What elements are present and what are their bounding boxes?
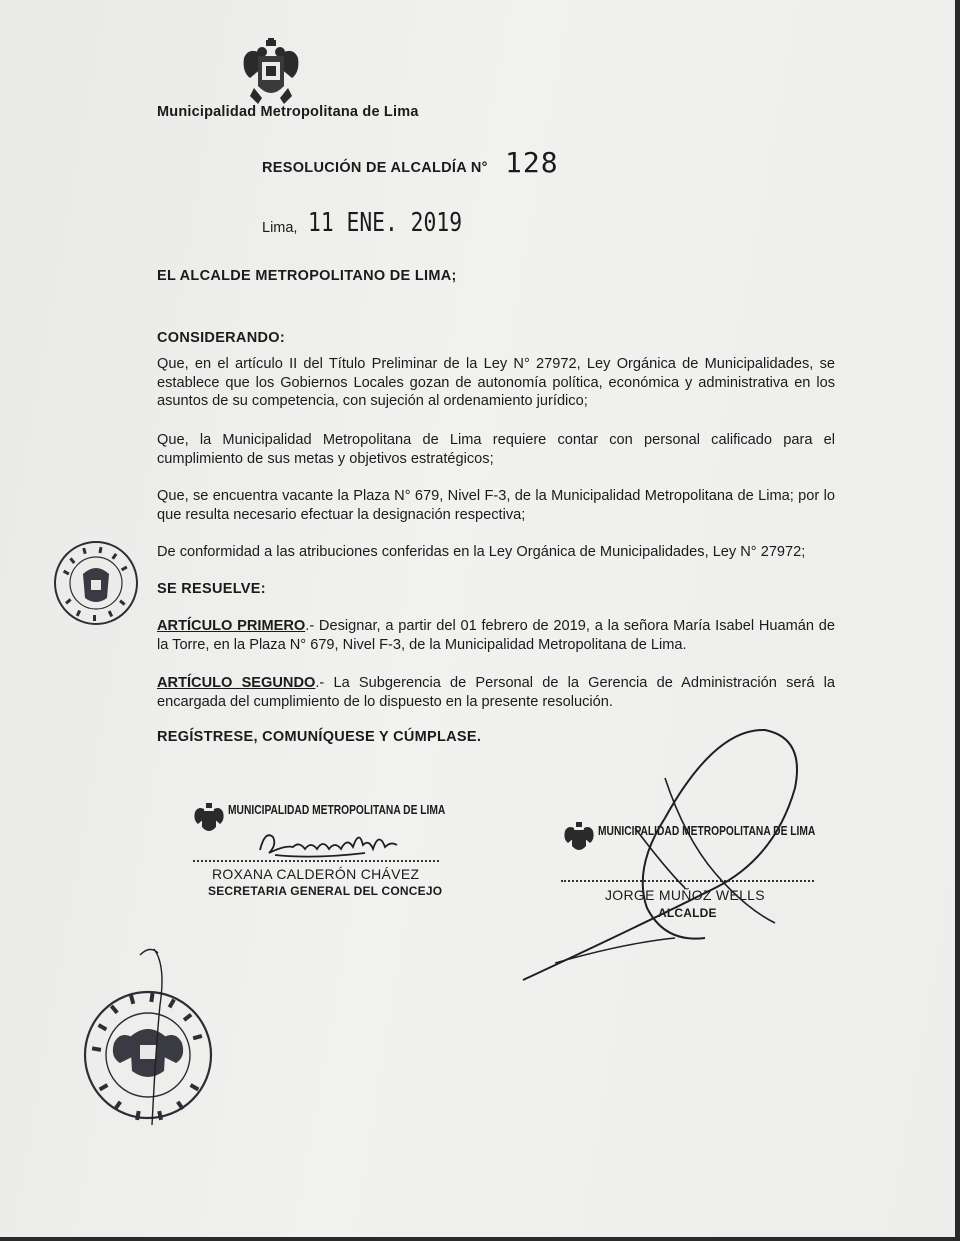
place-label: Lima, xyxy=(262,220,298,236)
addressee: EL ALCALDE METROPOLITANO DE LIMA; xyxy=(157,268,457,284)
resolution-number: 128 xyxy=(505,146,559,179)
small-crest-icon xyxy=(193,802,225,838)
article-segundo-text: .- La Subgerencia de Personal de la Gerencia de Administración será la encargada del cumplimiento de lo dispuesto en la presente resolución. xyxy=(157,675,836,710)
left-signatory-role: SECRETARIA GENERAL DEL CONCEJO xyxy=(208,884,443,898)
article-primero-text: .- Designar, a partir del 01 febrero de 2019, a la señora María Isabel Huamán de la Torre, en la Plaza N° 679, Nivel F-3, de la Municipalidad Metropolitana de Lima. xyxy=(157,618,835,653)
right-signatory-name: JORGE MUÑOZ WELLS xyxy=(605,887,765,903)
article-primero-label: ARTÍCULO PRIMERO xyxy=(157,618,306,634)
left-handwritten-signature xyxy=(255,825,405,863)
secretaria-general-seal-icon xyxy=(53,540,139,626)
considerando-heading: CONSIDERANDO: xyxy=(157,330,285,346)
paragraph-4: De conformidad a las atribuciones conferidas en la Ley Orgánica de Municipalidades, Ley N° 27972; xyxy=(157,544,806,560)
left-signature-line xyxy=(193,860,439,862)
article-primero xyxy=(157,617,835,654)
right-signature-institution: MUNICIPALIDAD METROPOLITANA DE LIMA xyxy=(598,824,816,838)
left-signature-institution: MUNICIPALIDAD METROPOLITANA DE LIMA xyxy=(228,803,446,817)
paragraph-2: Que, la Municipalidad Metropolitana de Lima requiere contar con personal calificado para el cumplimiento de sus metas y objetivos estratégicos; xyxy=(157,432,835,467)
resolution-label: RESOLUCIÓN DE ALCALDÍA N° xyxy=(262,160,488,176)
right-signatory-role: ALCALDE xyxy=(658,906,717,920)
closing-formula: REGÍSTRESE, COMUNÍQUESE Y CÚMPLASE. xyxy=(157,729,482,745)
right-handwritten-signature xyxy=(515,718,805,988)
date-stamp: 11 ENE. 2019 xyxy=(308,208,463,238)
paragraph-3: Que, se encuentra vacante la Plaza N° 679, Nivel F-3, de la Municipalidad Metropolitana de Lima; por lo que resulta necesario efectuar la designación respectiva; xyxy=(157,488,835,523)
left-signatory-name: ROXANA CALDERÓN CHÁVEZ xyxy=(212,866,420,882)
article-segundo-label: ARTÍCULO SEGUNDO xyxy=(157,675,316,691)
gerencia-administracion-seal-icon xyxy=(80,945,215,1130)
article-segundo xyxy=(157,674,835,711)
lima-coat-of-arms-icon xyxy=(240,38,302,108)
resuelve-heading: SE RESUELVE: xyxy=(157,581,266,597)
paragraph-1: Que, en el artículo II del Título Preliminar de la Ley N° 27972, Ley Orgánica de Municipalidades, se establece que los Gobiernos Locales gozan de autonomía política, económica y administrativa en los asuntos de su competencia, con sujeción al ordenamiento jurídico; xyxy=(157,356,835,409)
institution-name: Municipalidad Metropolitana de Lima xyxy=(157,104,419,120)
